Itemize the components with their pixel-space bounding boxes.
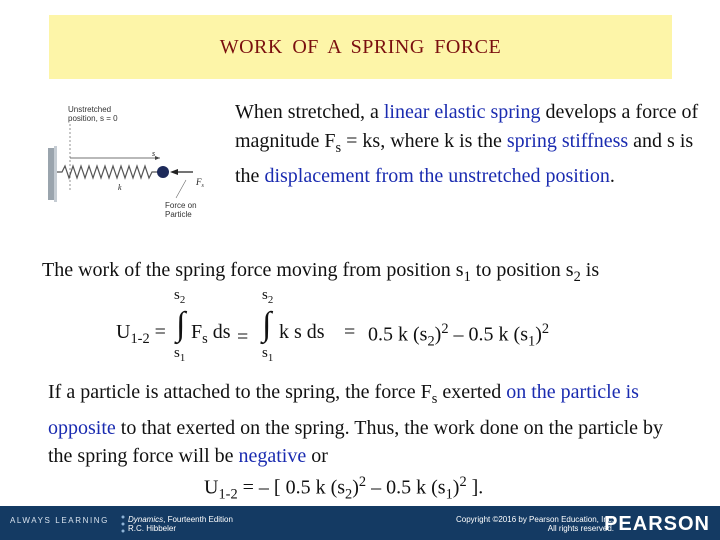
equals-sign-3: = xyxy=(344,321,356,343)
spring-coil xyxy=(57,166,158,178)
wall-support xyxy=(48,148,54,200)
highlight-linear-spring: linear elastic spring xyxy=(383,101,541,123)
fs-label: $F_s$ xyxy=(196,177,204,189)
negative-work-equation: $U_{1-2}$ = – [ 0.5 k $(s_2)^2 - 0.5$ k $(s_1)^2$ ]. xyxy=(204,474,484,503)
k-label: k xyxy=(118,183,122,192)
particle-label: Particle xyxy=(165,210,192,219)
footer-bar xyxy=(0,506,720,540)
highlight-negative: negative xyxy=(238,445,307,467)
highlight-displacement: displacement from the unstretched position xyxy=(264,165,610,187)
highlight-opposite: on the particle is opposite xyxy=(48,381,639,439)
highlight-stiffness: spring stiffness xyxy=(506,129,629,152)
integral1-upper-limit: $s_2$ xyxy=(174,287,186,306)
slide-title: WORK OF A SPRING FORCE xyxy=(219,36,502,58)
copyright-notice: Copyright ©2016 by Pearson Education, Inc. All rights reserved. xyxy=(456,515,614,533)
integrand-2: k s ds xyxy=(279,321,325,343)
equation-lhs: $U_{1-2}$ = xyxy=(116,321,166,347)
integral-sign-1: ∫ xyxy=(176,306,186,343)
integral1-lower-limit: $s_1$ xyxy=(174,345,186,364)
integral-sign-2: ∫ xyxy=(262,306,272,343)
particle xyxy=(157,166,169,178)
work-paragraph: The work of the spring force moving from position $s_1$ to position $s_2$ is xyxy=(42,259,600,285)
equation-rhs: 0.5 k $(s_2)^2 - 0.5$ k $(s_1)^2$ xyxy=(368,321,550,350)
pearson-logo: PEARSON xyxy=(604,513,710,535)
unstretched-label: Unstretched xyxy=(68,105,112,114)
title-banner xyxy=(49,15,672,79)
book-citation: Dynamics, Fourteenth Edition R.C. Hibbeler xyxy=(128,515,233,533)
s-label: s xyxy=(152,149,156,158)
equals-sign-2: = xyxy=(237,326,249,348)
integrand-1: $F_s$ ds xyxy=(191,321,231,347)
intro-paragraph: When stretched, a linear elastic spring develops a force of magnitude $F_s$ = ks, where k is the spring stiffness and s is the displacement from the unstretched position. xyxy=(235,101,699,187)
opposite-force-paragraph: If a particle is attached to the spring, the force $F_s$ exerted on the particle is opposite to that exerted on the spring. Thus, the work done on the particle by the spring force will be negative or xyxy=(48,381,664,467)
unstretched-label-2: position, s = 0 xyxy=(68,114,118,123)
always-learning-label: ALWAYS LEARNING xyxy=(10,516,109,525)
integral2-upper-limit: $s_2$ xyxy=(262,287,274,306)
force-on-label: Force on xyxy=(165,201,197,210)
integral2-lower-limit: $s_1$ xyxy=(262,345,274,364)
spring-figure xyxy=(48,100,218,220)
footer-dots-icon xyxy=(120,514,126,534)
